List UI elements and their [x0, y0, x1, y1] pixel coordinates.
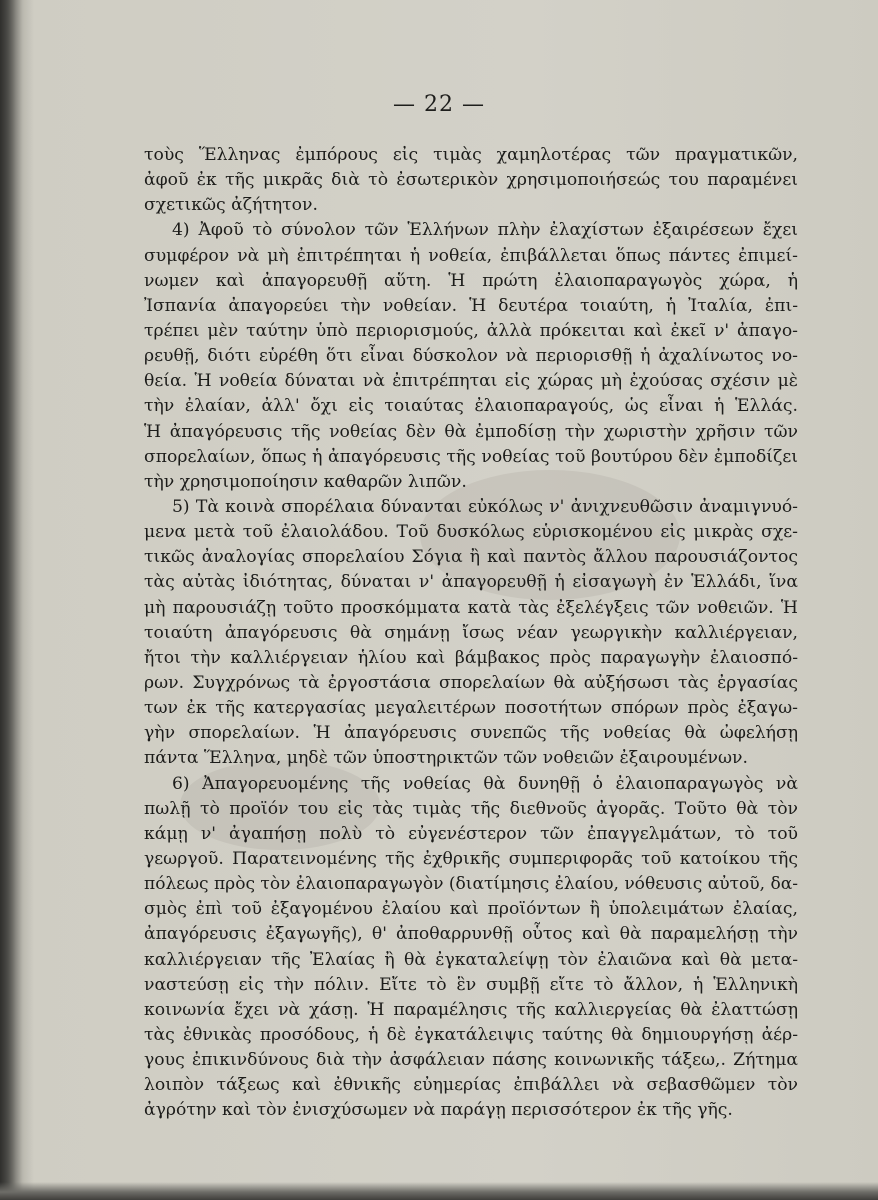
text-line: σμὸς ἐπὶ τοῦ ἐξαγομένου ἐλαίου καὶ προϊόντων ἢ ὑπολειμάτων ἐλαίας,	[144, 899, 798, 920]
text-line: μενα μετὰ τοῦ ἐλαιολάδου. Τοῦ δυσκόλως εὑρισκομένου εἰς μικρὰς σχε-	[144, 522, 798, 543]
text-line: Ἰσπανία ἀπαγορεύει τὴν νοθείαν. Ἡ δευτέρα τοιαύτη, ἡ Ἰταλία, ἐπι-	[144, 295, 798, 316]
text-line: σπορελαίων, ὅπως ἡ ἀπαγόρευσις τῆς νοθείας τοῦ βουτύρου δὲν ἐμποδίζει	[144, 446, 798, 467]
paragraph-6-start: 6) Ἀπαγορευομένης τῆς νοθείας θὰ δυνηθῇ ὁ ἐλαιοπαραγωγὸς νὰ	[172, 773, 798, 794]
text-line: τὰς αὐτὰς ἰδιότητας, δύναται ν' ἀπαγορευθῇ ἡ εἰσαγωγὴ ἐν Ἑλλάδι, ἵνα	[144, 572, 798, 593]
text-line: γους ἐπικινδύνους διὰ τὴν ἀσφάλειαν πάσης κοινωνικῆς τάξεω,. Ζήτημα	[144, 1050, 798, 1071]
text-line: πάντα Ἕλληνα, μηδὲ τῶν ὑποστηρικτῶν τῶν νοθειῶν ἐξαιρουμένων.	[144, 748, 748, 769]
paragraph-5-start: 5) Τὰ κοινὰ σπορέλαια δύνανται εὐκόλως ν' ἀνιχνευθῶσιν ἀναμιγνυό-	[172, 496, 798, 517]
text-line: ρων. Συγχρόνως τὰ ἐργοστάσια σπορελαίων θὰ αὐξήσωσι τὰς ἐργασίας	[144, 672, 798, 693]
text-line: ρευθῇ, διότι εὑρέθη ὅτι εἶναι δύσκολον νὰ περιορισθῇ ἡ ἀχαλίνωτος νο-	[144, 346, 798, 367]
text-line: σχετικῶς ἀζήτητον.	[144, 195, 318, 216]
page-number: — 22 —	[393, 92, 485, 117]
paragraph-4-start: 4) Ἀφοῦ τὸ σύνολον τῶν Ἑλλήνων πλὴν ἐλαχίστων ἐξαιρέσεων ἔχει	[172, 220, 798, 241]
text-line: συμφέρον νὰ μὴ ἐπιτρέπηται ἡ νοθεία, ἐπιβάλλεται ὅπως πάντες ἐπιμεί-	[144, 245, 798, 266]
text-line: πόλεως πρὸς τὸν ἐλαιοπαραγωγὸν (διατίμησις ἐλαίου, νόθευσις αὐτοῦ, δα-	[144, 874, 798, 895]
text-line: τὴν χρησιμοποίησιν καθαρῶν λιπῶν.	[144, 471, 467, 492]
text-line: μὴ παρουσιάζῃ τοῦτο προσκόμματα κατὰ τὰς ἐξελέγξεις τῶν νοθειῶν. Ἡ	[144, 597, 798, 618]
text-line: κοινωνία ἔχει νὰ χάσῃ. Ἡ παραμέλησις τῆς καλλιεργείας θὰ ἐλαττώσῃ	[144, 999, 798, 1020]
body-text	[144, 143, 798, 1123]
text-line: ναστεύσῃ εἰς τὴν πόλιν. Εἴτε τὸ ἓν συμβῇ εἴτε τὸ ἄλλον, ἡ Ἑλληνικὴ	[144, 974, 798, 995]
text-line: πωλῇ τὸ προϊόν του εἰς τὰς τιμὰς τῆς διεθνοῦς ἀγορᾶς. Τοῦτο θὰ τὸν	[144, 798, 798, 819]
text-line: τρέπει μὲν ταύτην ὑπὸ περιορισμούς, ἀλλὰ πρόκειται καὶ ἐκεῖ ν' ἀπαγο-	[144, 320, 798, 341]
text-line: τοιαύτη ἀπαγόρευσις θὰ σημάνῃ ἴσως νέαν γεωργικὴν καλλιέργειαν,	[144, 622, 798, 643]
text-line: τικῶς ἀναλογίας σπορελαίου Σόγια ἢ καὶ παντὸς ἄλλου παρουσιάζοντος	[144, 547, 798, 568]
text-line: καλλιέργειαν τῆς Ἐλαίας ἢ θὰ ἐγκαταλείψῃ τὸν ἐλαιῶνα καὶ θὰ μετα-	[144, 949, 798, 970]
text-line: τοὺς Ἕλληνας ἐμπόρους εἰς τιμὰς χαμηλοτέρας τῶν πραγματικῶν,	[144, 145, 798, 165]
text-line: ἤτοι τὴν καλλιέργειαν ἡλίου καὶ βάμβακος πρὸς παραγωγὴν ἐλαιοσπό-	[144, 647, 798, 668]
text-line: ἀπαγόρευσις ἐξαγωγῆς), θ' ἀποθαρρυνθῇ οὗτος καὶ θὰ παραμελήσῃ τὴν	[144, 924, 798, 945]
text-line: τὰς ἐθνικὰς προσόδους, ἡ δὲ ἐγκατάλειψις ταύτης θὰ δημιουργήσῃ ἀέρ-	[144, 1024, 798, 1045]
text-line: λοιπὸν τάξεως καὶ ἐθνικῆς εὐημερίας ἐπιβάλλει νὰ σεβασθῶμεν τὸν	[144, 1075, 798, 1096]
page-bottom-edge	[0, 1182, 878, 1200]
text-line: ἀφοῦ ἐκ τῆς μικρᾶς διὰ τὸ ἐσωτερικὸν χρησιμοποιήσεώς του παραμένει	[144, 170, 798, 191]
text-line: Ἡ ἀπαγόρευσις τῆς νοθείας δὲν θὰ ἐμποδίσῃ τὴν χωριστὴν χρῆσιν τῶν	[144, 421, 798, 442]
text-line: των ἐκ τῆς κατεργασίας μεγαλειτέρων ποσοτήτων σπόρων πρὸς ἐξαγω-	[144, 698, 798, 719]
text-line: νωμεν καὶ ἀπαγορευθῇ αὕτη. Ἡ πρώτη ἐλαιοπαραγωγὸς χώρα, ἡ	[144, 270, 798, 291]
text-line: κάμῃ ν' ἀγαπήσῃ πολὺ τὸ εὐγενέστερον τῶν ἐπαγγελμάτων, τὸ τοῦ	[144, 823, 798, 844]
text-line: τὴν ἐλαίαν, ἀλλ' ὄχι εἰς τοιαύτας ἐλαιοπαραγούς, ὡς εἶναι ἡ Ἑλλάς.	[144, 396, 798, 417]
text-line: γὴν σπορελαίων. Ἡ ἀπαγόρευσις συνεπῶς τῆς νοθείας θὰ ὠφελήσῃ	[144, 723, 798, 744]
text-line: ἀγρότην καὶ τὸν ἐνισχύσωμεν νὰ παράγῃ περισσότερον ἐκ τῆς γῆς.	[144, 1100, 733, 1121]
binding-shadow	[0, 0, 34, 1200]
text-line: γεωργοῦ. Παρατεινομένης τῆς ἐχθρικῆς συμπεριφορᾶς τοῦ κατοίκου τῆς	[144, 848, 798, 869]
text-line: θεία. Ἡ νοθεία δύναται νὰ ἐπιτρέπηται εἰς χώρας μὴ ἐχούσας σχέσιν μὲ	[144, 371, 798, 392]
